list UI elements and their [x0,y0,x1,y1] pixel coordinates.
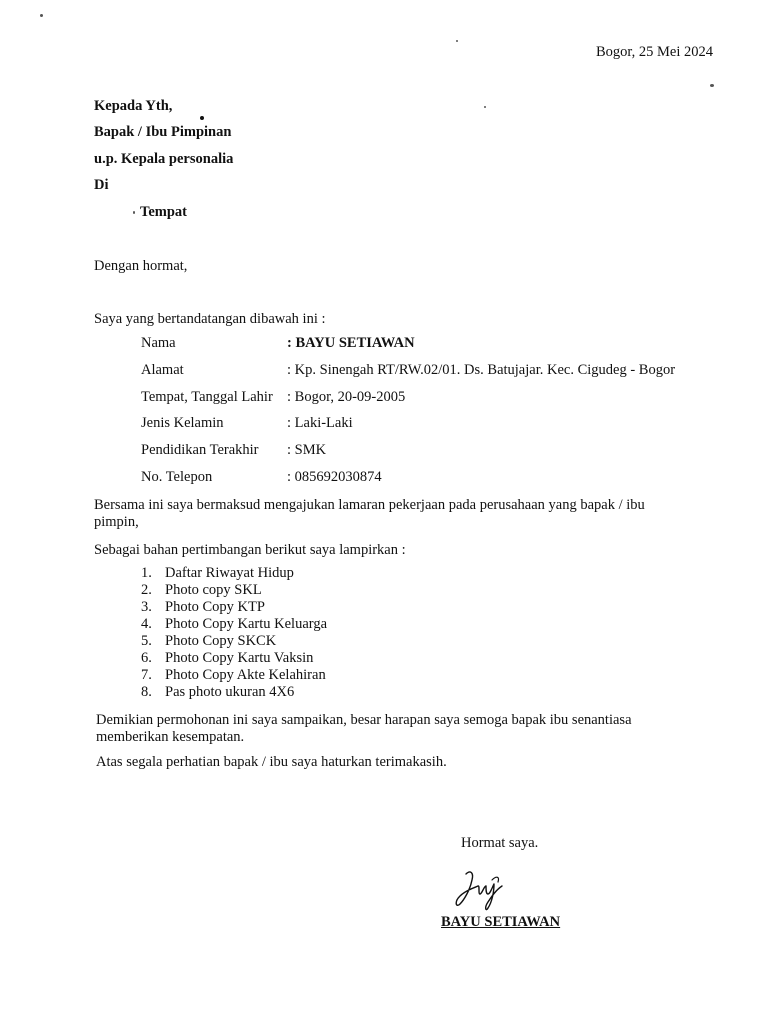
list-item-number: 1. [141,565,152,581]
identity-value: : 085692030874 [287,469,382,485]
signature-mark [452,866,508,912]
scan-speck [40,14,43,17]
list-item-number: 2. [141,582,152,598]
attachment-intro: Sebagai bahan pertimbangan berikut saya lampirkan : [94,542,406,558]
greeting: Dengan hormat, [94,258,188,274]
attachment-list [141,565,327,701]
list-item-number: 8. [141,684,152,700]
identity-value: : BAYU SETIAWAN [287,335,415,351]
recipient-line-3: u.p. Kepala personalia [94,151,234,167]
scan-speck [133,211,135,214]
signer-name: BAYU SETIAWAN [441,914,561,930]
list-item [141,667,327,684]
list-item-number: 3. [141,599,152,615]
list-item-text: Photo Copy Kartu Keluarga [165,616,328,632]
identity-value: : Laki-Laki [287,415,353,431]
list-item [141,684,327,701]
identity-label: Alamat [141,362,184,378]
thanks-line: Atas segala perhatian bapak / ibu saya haturkan terimakasih. [96,754,447,770]
list-item-number: 6. [141,650,152,666]
closing-line-1: Demikian permohonan ini saya sampaikan, besar harapan saya semoga bapak ibu senantiasa [96,712,632,728]
list-item-text: Daftar Riwayat Hidup [165,565,294,581]
list-item-number: 4. [141,616,152,632]
list-item [141,650,327,667]
recipient-line-4: Di [94,177,109,193]
list-item-number: 5. [141,633,152,649]
list-item [141,616,327,633]
sign-off: Hormat saya. [461,835,539,851]
list-item-text: Photo copy SKL [165,582,262,598]
identity-label: Tempat, Tanggal Lahir [141,389,273,405]
identity-value: : Bogor, 20-09-2005 [287,389,406,405]
list-item [141,582,327,599]
place-date: Bogor, 25 Mei 2024 [596,44,714,60]
scan-speck [200,116,204,120]
list-item [141,565,327,582]
list-item [141,599,327,616]
intro-line: Saya yang bertandatangan dibawah ini : [94,311,326,327]
body-paragraph-line-2: pimpin, [94,514,139,530]
list-item [141,633,327,650]
list-item-text: Photo Copy Akte Kelahiran [165,667,326,683]
scan-speck [456,40,458,42]
identity-value: : SMK [287,442,327,458]
body-paragraph-line-1: Bersama ini saya bermaksud mengajukan lamaran pekerjaan pada perusahaan yang bapak / ibu [94,497,645,513]
identity-label: Pendidikan Terakhir [141,442,259,458]
list-item-text: Photo Copy KTP [165,599,265,615]
scan-speck [484,106,486,108]
recipient-line-5: Tempat [140,204,187,220]
list-item-text: Pas photo ukuran 4X6 [165,684,295,700]
list-item-text: Photo Copy SKCK [165,633,277,649]
list-item-number: 7. [141,667,152,683]
recipient-line-1: Kepada Yth, [94,98,173,114]
closing-line-2: memberikan kesempatan. [96,729,245,745]
recipient-line-2: Bapak / Ibu Pimpinan [94,124,232,140]
scan-speck [710,84,714,87]
identity-label: Jenis Kelamin [141,415,224,431]
list-item-text: Photo Copy Kartu Vaksin [165,650,314,666]
identity-value: : Kp. Sinengah RT/RW.02/01. Ds. Batujajar. Kec. Cigudeg - Bogor [287,362,676,378]
identity-label: No. Telepon [141,469,213,485]
identity-label: Nama [141,335,176,351]
